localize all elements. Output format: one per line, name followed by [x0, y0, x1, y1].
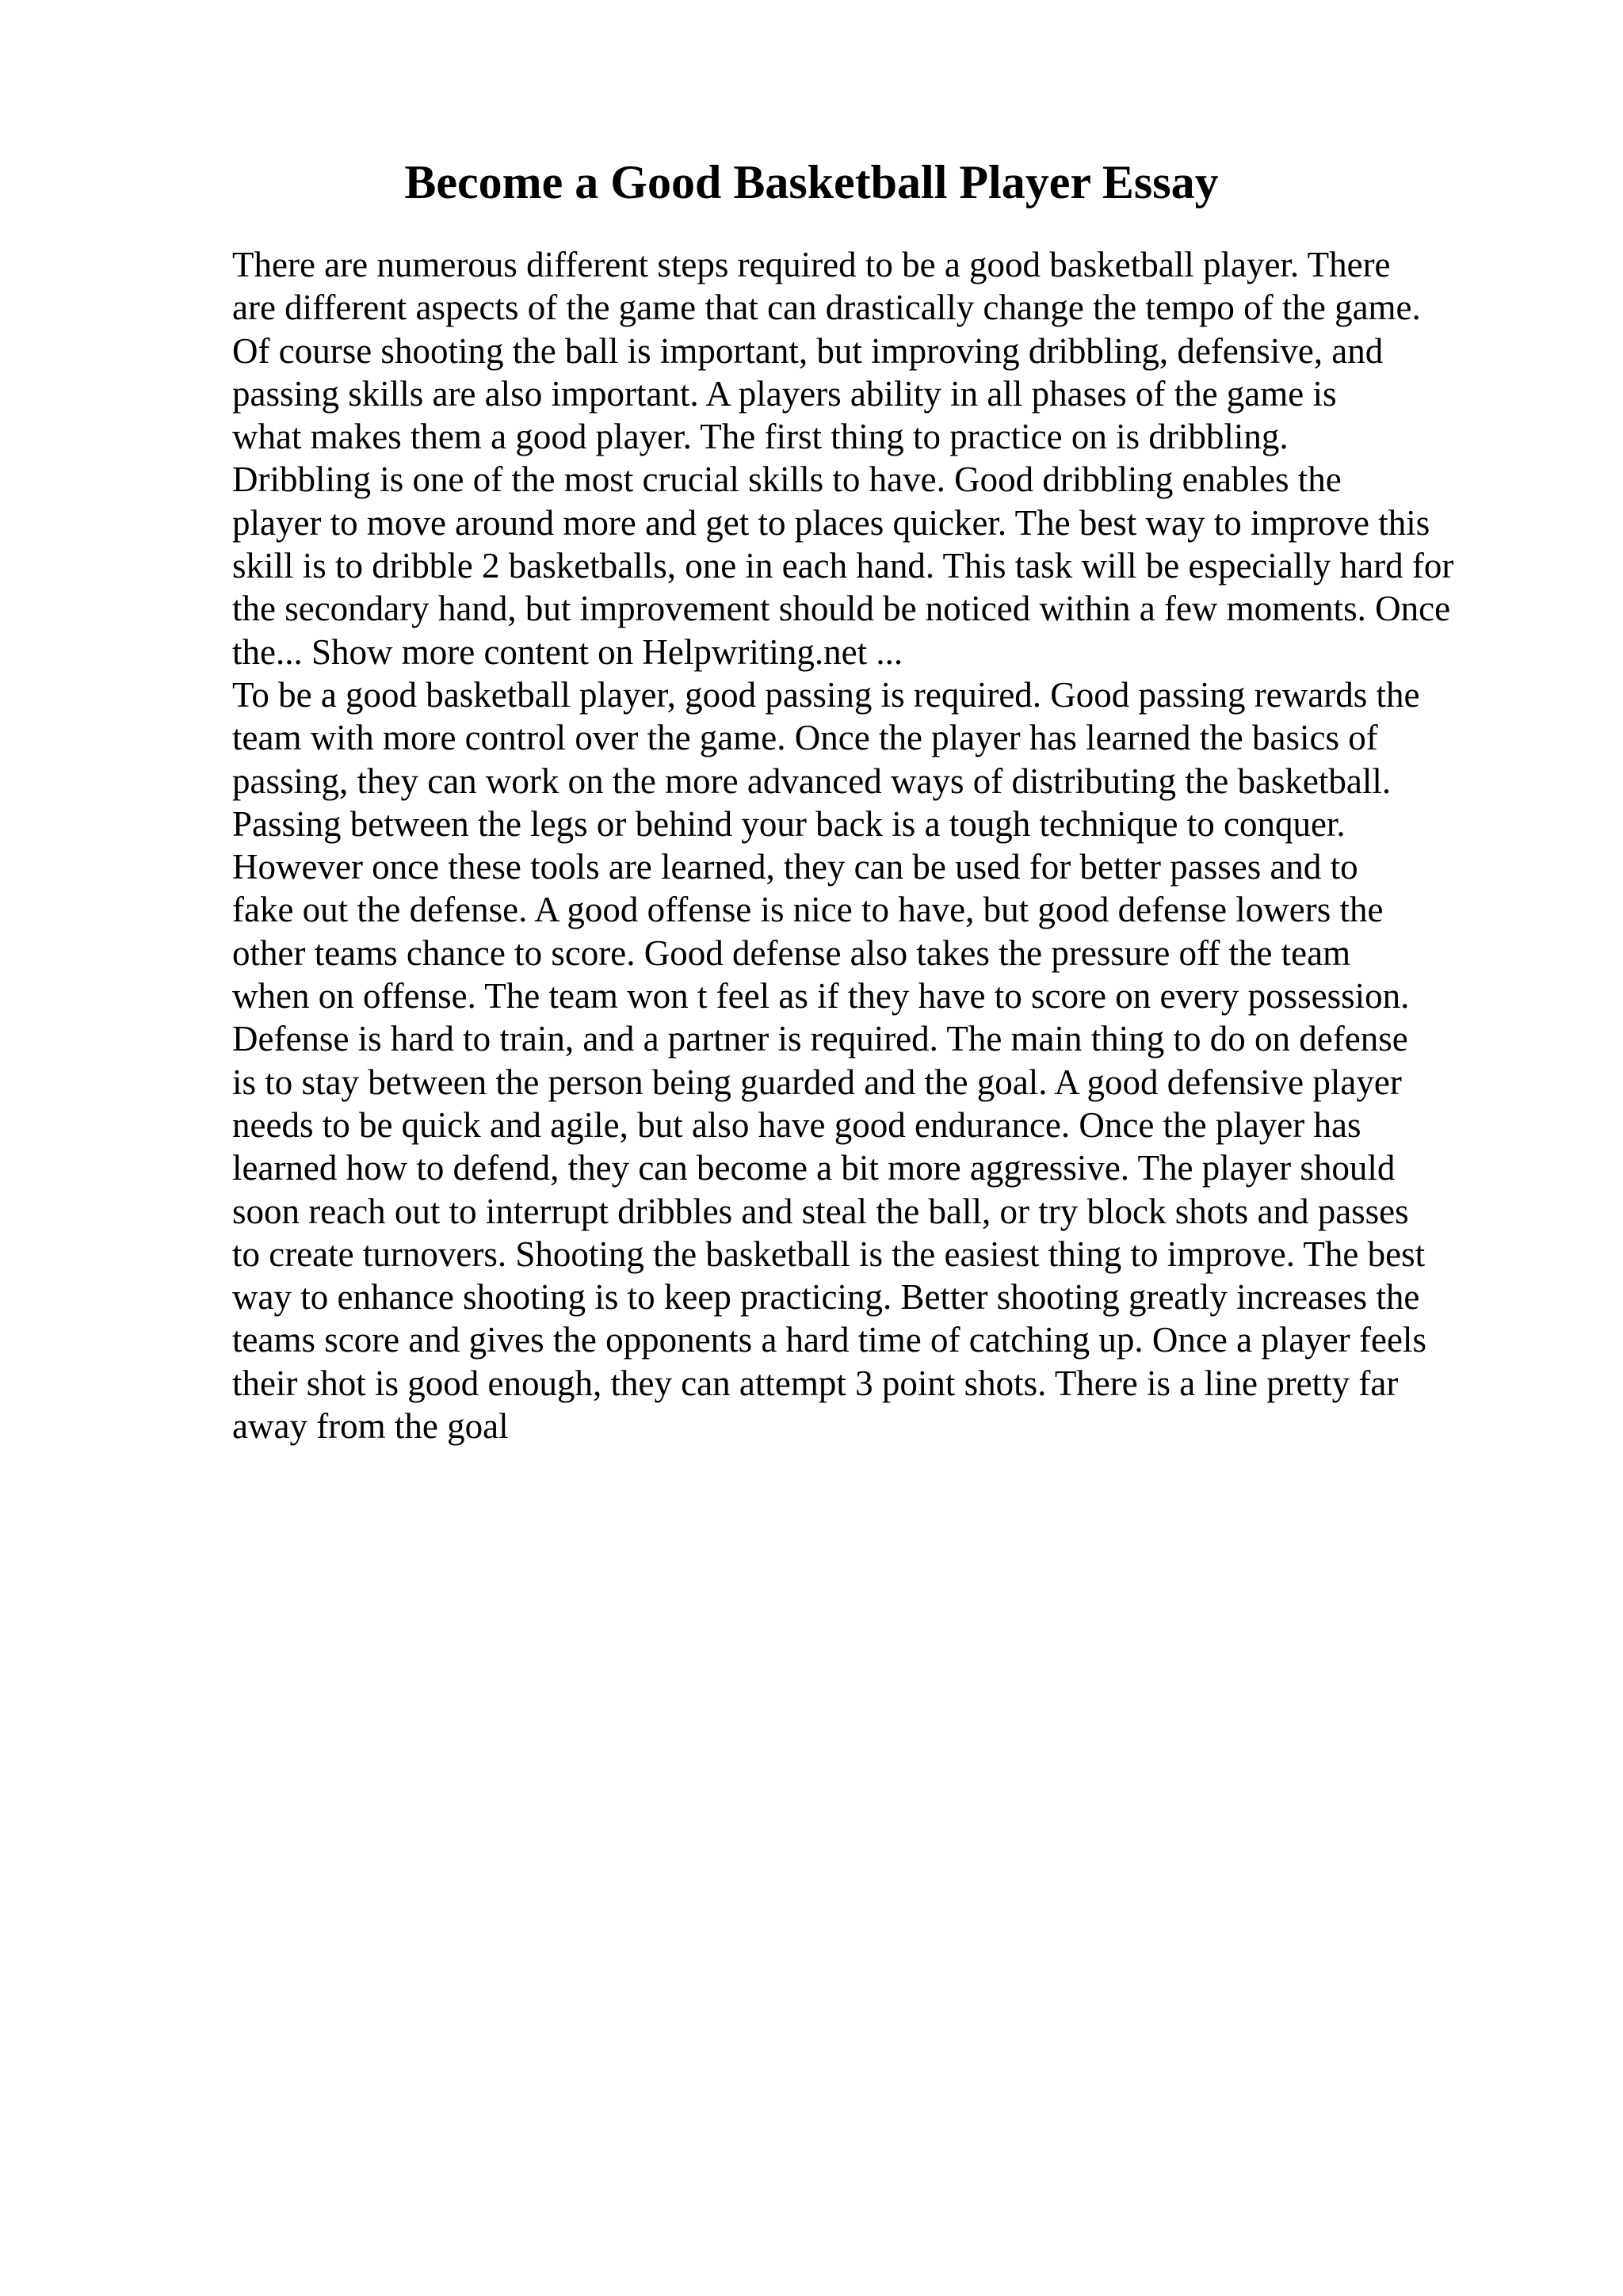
text-line: is to stay between the person being guarded and the goal. A good defensive player [232, 1062, 1402, 1102]
text-line: needs to be quick and agile, but also have good endurance. Once the player has [232, 1104, 1361, 1145]
text-line: teams score and gives the opponents a hard time of catching up. Once a player feels [232, 1320, 1426, 1360]
document-title: Become a Good Basketball Player Essay [404, 156, 1219, 208]
text-line: skill is to dribble 2 basketballs, one in each hand. This task will be especially hard for [232, 546, 1454, 586]
text-line: away from the goal [232, 1406, 509, 1447]
show-more-line: the... Show more content on Helpwriting.net ... [232, 631, 903, 672]
text-line: passing skills are also important. A players ability in all phases of the game is [232, 373, 1337, 414]
text-line: what makes them a good player. The first thing to practice on is dribbling. [232, 417, 1289, 457]
text-line: are different aspects of the game that can drastically change the tempo of the game. [232, 288, 1421, 328]
essay-body [232, 243, 1595, 1447]
text-line: other teams chance to score. Good defense also takes the pressure off the team [232, 933, 1351, 973]
text-line: fake out the defense. A good offense is nice to have, but good defense lowers the [232, 890, 1384, 930]
text-line: However once these tools are learned, they can be used for better passes and to [232, 847, 1358, 887]
text-line: way to enhance shooting is to keep practicing. Better shooting greatly increases the [232, 1277, 1420, 1318]
text-line: Dribbling is one of the most crucial skills to have. Good dribbling enables the [232, 460, 1342, 500]
text-line: the secondary hand, but improvement should be noticed within a few moments. Once [232, 589, 1451, 629]
text-line: team with more control over the game. Once the player has learned the basics of [232, 718, 1378, 758]
text-line: their shot is good enough, they can attempt 3 point shots. There is a line pretty far [232, 1363, 1399, 1403]
text-line: soon reach out to interrupt dribbles and steal the ball, or try block shots and passes [232, 1191, 1409, 1231]
text-line: Of course shooting the ball is important, but improving dribbling, defensive, and [232, 330, 1384, 371]
text-line: player to move around more and get to places quicker. The best way to improve this [232, 502, 1430, 543]
text-line: to create turnovers. Shooting the basketball is the easiest thing to improve. The best [232, 1234, 1426, 1274]
text-line: There are numerous different steps required to be a good basketball player. There [232, 245, 1391, 284]
text-line: learned how to defend, they can become a bit more aggressive. The player should [232, 1148, 1396, 1188]
text-line: when on offense. The team won t feel as if they have to score on every possession. [232, 976, 1410, 1016]
text-line: Defense is hard to train, and a partner is required. The main thing to do on defense [232, 1019, 1408, 1059]
text-line: passing, they can work on the more advanced ways of distributing the basketball. [232, 761, 1392, 801]
text-line: Passing between the legs or behind your back is a tough technique to conquer. [232, 803, 1346, 844]
text-line: To be a good basketball player, good passing is required. Good passing rewards the [232, 674, 1420, 715]
